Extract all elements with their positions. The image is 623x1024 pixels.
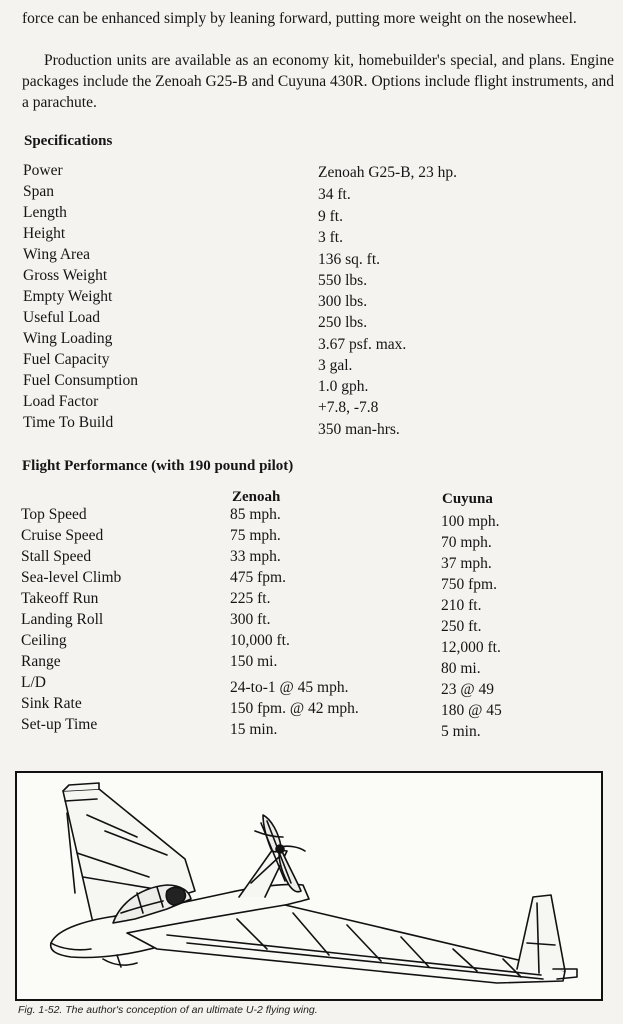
spec-row (0, 160, 623, 181)
spec-label: Fuel Capacity (23, 351, 110, 368)
spec-row (0, 412, 623, 438)
perf-label: Range (21, 653, 61, 670)
perf-cuyuna-value: 37 mph. (441, 555, 492, 572)
spec-label: Wing Loading (23, 330, 113, 347)
pilot (166, 887, 185, 905)
spec-label: Useful Load (23, 309, 101, 326)
perf-cuyuna-value: 70 mph. (441, 534, 492, 551)
spec-row (0, 202, 623, 223)
spec-label: Height (23, 225, 66, 242)
perf-zenoah-value: 300 ft. (230, 611, 271, 628)
perf-row (0, 504, 623, 530)
spec-label: Power (23, 162, 63, 179)
perf-zenoah-value: 33 mph. (230, 548, 281, 565)
perf-cuyuna-value: 5 min. (441, 723, 481, 740)
perf-zenoah-value: 24-to-1 @ 45 mph. (230, 679, 349, 696)
spec-value: Zenoah G25-B, 23 hp. (318, 164, 458, 181)
perf-cuyuna-value: 100 mph. (441, 513, 500, 530)
cuyuna-column-header: Cuyuna (442, 491, 493, 507)
intro-paragraph-2: Production units are available as an economy kit, homebuilder's special, and plans. Engine packages include the Zenoah G25-B and Cuyuna 430R. Options include flight instruments, and a parachute. (22, 52, 614, 111)
perf-label: Cruise Speed (21, 527, 104, 544)
perf-zenoah-value: 475 fpm. (230, 569, 286, 586)
spec-row (0, 223, 623, 244)
spec-row (0, 391, 623, 416)
perf-row (0, 546, 623, 572)
perf-zenoah-value: 15 min. (230, 721, 278, 738)
spec-value: 9 ft. (318, 208, 343, 225)
spec-row (0, 181, 623, 202)
perf-cuyuna-value: 750 fpm. (441, 576, 497, 593)
perf-label: Stall Speed (21, 548, 92, 565)
perf-row (0, 693, 623, 719)
spec-value: 3 ft. (318, 229, 343, 246)
spec-value: 34 ft. (318, 186, 351, 203)
perf-zenoah-value: 75 mph. (230, 527, 281, 544)
perf-row (0, 714, 623, 740)
spec-row (0, 286, 623, 310)
perf-zenoah-value: 10,000 ft. (230, 632, 290, 649)
intro-paragraph-1: force can be enhanced simply by leaning forward, putting more weight on the nosewheel. (22, 10, 577, 27)
perf-row (0, 567, 623, 593)
spec-row (0, 307, 623, 331)
specifications-heading: Specifications (24, 133, 113, 149)
spec-row (0, 370, 623, 395)
spec-label: Gross Weight (23, 267, 108, 284)
perf-label: Top Speed (21, 506, 87, 523)
spec-label: Load Factor (23, 393, 99, 410)
spec-value: 136 sq. ft. (318, 251, 380, 268)
spec-value: 1.0 gph. (318, 378, 369, 395)
perf-zenoah-value: 85 mph. (230, 506, 281, 523)
spec-value: 3.67 psf. max. (318, 336, 407, 353)
perf-cuyuna-value: 12,000 ft. (441, 639, 501, 656)
perf-label: Landing Roll (21, 611, 104, 628)
perf-cuyuna-value: 180 @ 45 (441, 702, 502, 719)
perf-cuyuna-value: 210 ft. (441, 597, 482, 614)
perf-row (0, 525, 623, 551)
spec-label: Span (23, 183, 54, 200)
spec-value: 3 gal. (318, 357, 353, 374)
spec-label: Empty Weight (23, 288, 113, 305)
perf-label: Takeoff Run (21, 590, 99, 607)
spec-row (0, 265, 623, 289)
perf-label: Sink Rate (21, 695, 82, 712)
spec-row (0, 244, 623, 268)
performance-heading: Flight Performance (with 190 pound pilot) (22, 458, 294, 474)
perf-label: Ceiling (21, 632, 67, 649)
perf-cuyuna-value: 23 @ 49 (441, 681, 495, 698)
spec-label: Time To Build (23, 414, 114, 431)
spec-value: +7.8, -7.8 (318, 399, 379, 416)
spec-row (0, 328, 623, 353)
perf-row (0, 609, 623, 635)
spec-row (0, 349, 623, 374)
spec-label: Fuel Consumption (23, 372, 138, 389)
perf-row (0, 651, 623, 677)
spec-label: Wing Area (23, 246, 90, 263)
figure-frame (15, 771, 603, 1001)
spec-value: 250 lbs. (318, 314, 368, 331)
perf-zenoah-value: 150 fpm. @ 42 mph. (230, 700, 359, 717)
perf-zenoah-value: 225 ft. (230, 590, 271, 607)
perf-cuyuna-value: 250 ft. (441, 618, 482, 635)
perf-label: Set-up Time (21, 716, 98, 733)
spec-label: Length (23, 204, 67, 221)
spec-value: 350 man-hrs. (318, 421, 400, 438)
figure-caption: Fig. 1-52. The author's conception of an ultimate U-2 flying wing. (18, 1004, 318, 1016)
perf-row (0, 672, 623, 698)
zenoah-column-header: Zenoah (232, 489, 281, 505)
perf-zenoah-value: 150 mi. (230, 653, 278, 670)
perf-label: Sea-level Climb (21, 569, 122, 586)
perf-label: L/D (21, 674, 46, 691)
spec-value: 300 lbs. (318, 293, 368, 310)
perf-row (0, 630, 623, 656)
near-wingtip-fin (517, 895, 565, 971)
perf-cuyuna-value: 80 mi. (441, 660, 481, 677)
flying-wing-illustration (17, 773, 601, 999)
perf-row (0, 588, 623, 614)
spec-value: 550 lbs. (318, 272, 368, 289)
